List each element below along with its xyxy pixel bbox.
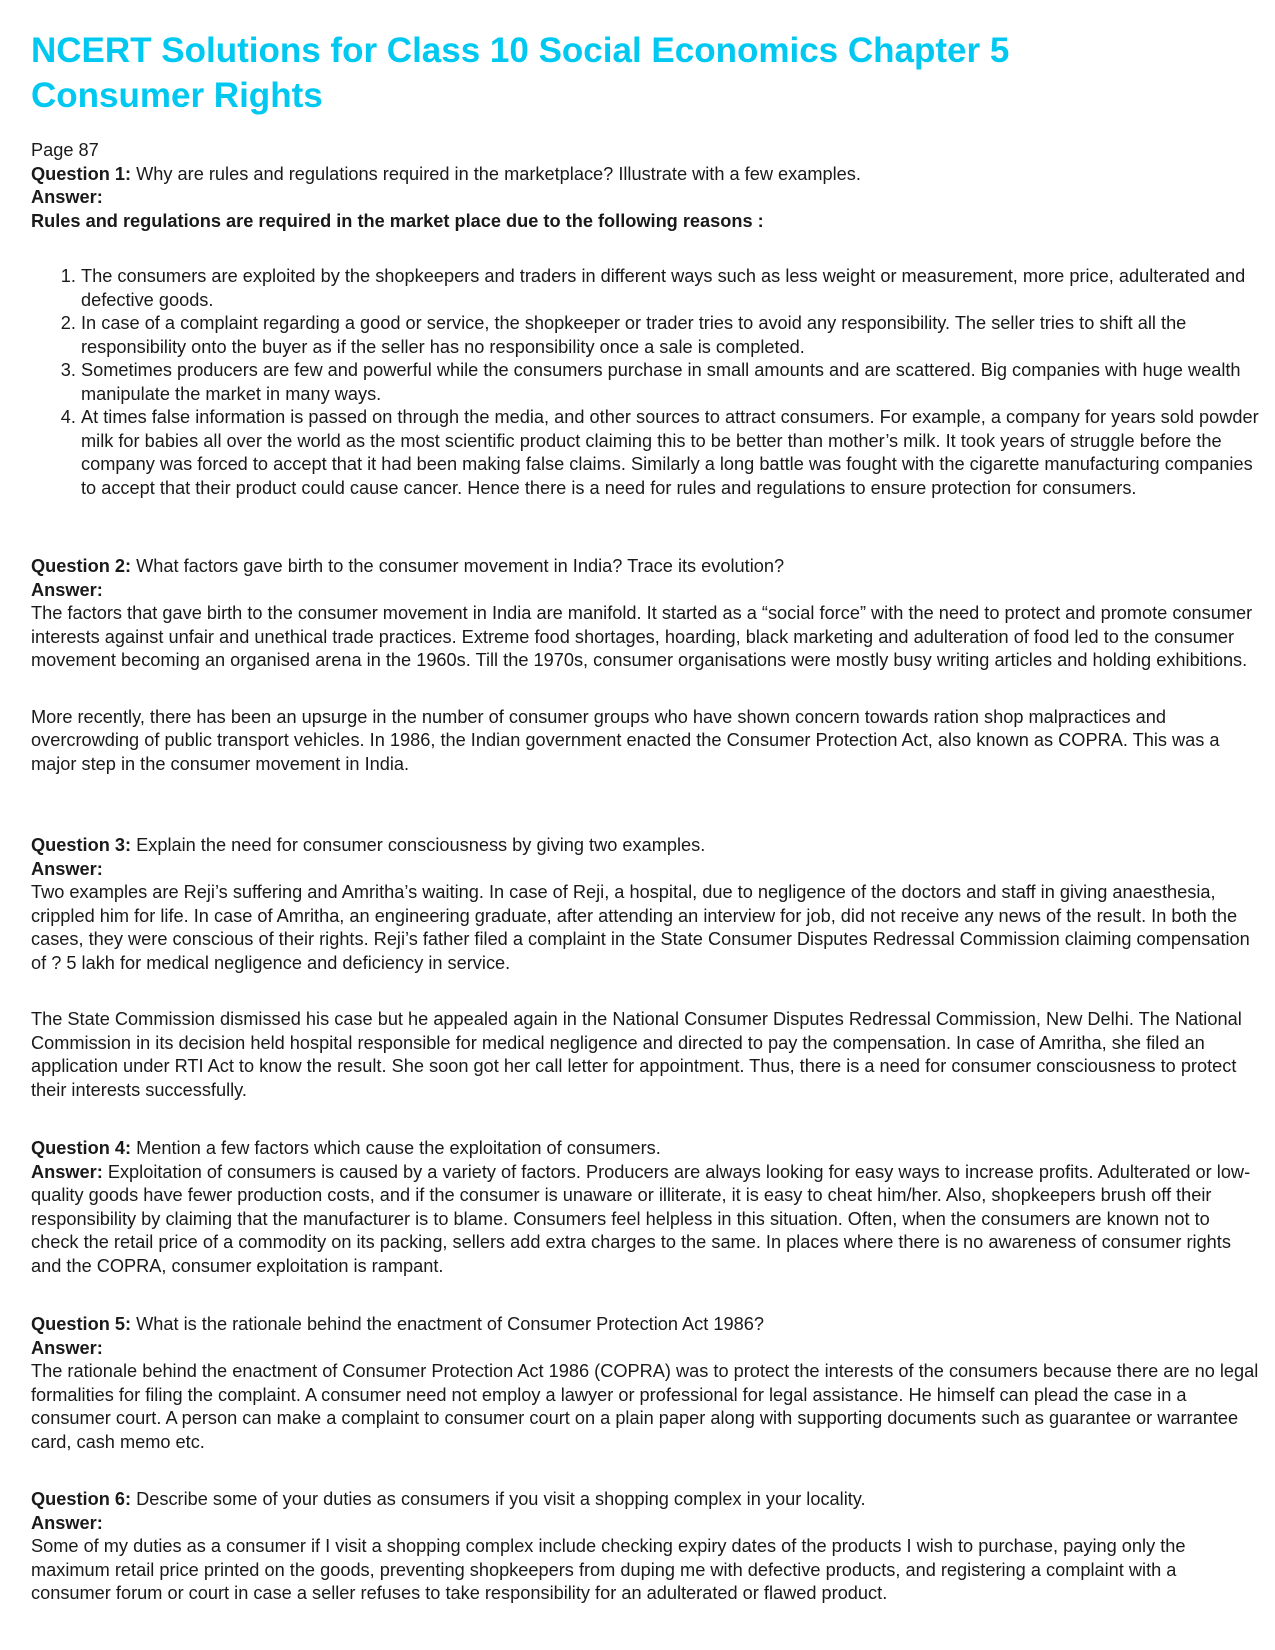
question-2-section [31,555,1261,776]
question-4-section [31,1137,1261,1278]
question-text: Mention a few factors which cause the exploitation of consumers. [131,1138,661,1158]
answer-label: Answer: [31,187,103,207]
question-text: What is the rationale behind the enactment of Consumer Protection Act 1986? [131,1314,764,1334]
answer-text: Exploitation of consumers is caused by a variety of factors. Producers are always looking for easy ways to increase profits. Adulterated or low-quality goods have fewer production costs, and if the consumer is unaware or illiterate, it is easy to cheat him/her. Also, shopkeepers brush off their responsibility by claiming that the manufacturer is to blame. Consumers feel helpless in this situation. Often, when the consumers are known not to check the retail price of a commodity on its packing, sellers add extra charges to the same. In places where there is no awareness of consumer rights and the COPRA, consumer exploitation is rampant. [31,1161,1251,1276]
answer-paragraph: Some of my duties as a consumer if I visit a shopping complex include checking expiry dates of the products I wish to purchase, paying only the maximum retail price printed on the goods, preventing shopkeepers from duping me with defective products, and registering a complaint with a consumer forum or court in case a seller refuses to take responsibility for an adulterated or flawed product. [31,1536,1186,1603]
question-label: Question 4: [31,1138,132,1158]
question-text: Describe some of your duties as consumers if you visit a shopping complex in your locality. [131,1489,866,1509]
question-1 [31,163,1261,187]
answer-paragraph: The factors that gave birth to the consumer movement in India are manifold. It started as a “social force” with the need to protect and promote consumer interests against unfair and unethical trade practices. Extreme food shortages, hoarding, black marketing and adulteration of food led to the consumer movement becoming an organised arena in the 1960s. Till the 1970s, consumer organisations were mostly busy writing articles and holding exhibitions. [31,603,1253,670]
question-6 [31,1488,1261,1512]
question-label: Question 3: [31,835,132,855]
list-item: 3. Sometimes producers are few and powerful while the consumers purchase in small amounts and are scattered. Big companies with huge wealth manipulate the market in many ways. [81,359,1261,406]
question-6-section [31,1488,1261,1606]
question-3 [31,834,1261,858]
list-item: 1. The consumers are exploited by the shopkeepers and traders in different ways such as less weight or measurement, more price, adulterated and defective goods. [81,265,1261,312]
question-label: Question 6: [31,1489,132,1509]
question-text: Why are rules and regulations required in the marketplace? Illustrate with a few examples. [131,163,861,184]
answer-label: Answer: [31,858,103,879]
question-4 [31,1137,1261,1161]
question-text: Explain the need for consumer consciousness by giving two examples. [131,835,706,855]
question-text: What factors gave birth to the consumer movement in India? Trace its evolution? [131,556,785,576]
answer-paragraph: The State Commission dismissed his case but he appealed again in the National Consumer Disputes Redressal Commission, New Delhi. The National Commission in its decision held hospital responsible for medical negligence and directed to pay the compensation. In case of Amritha, she filed an application under RTI Act to know the result. She soon got her call letter for appointment. Thus, there is a need for consumer consciousness to protect their interests successfully. [31,1009,1242,1100]
list-item: 2. In case of a complaint regarding a good or service, the shopkeeper or trader tries to avoid any responsibility. The seller tries to shift all the responsibility onto the buyer as if the seller has no responsibility once a sale is completed. [81,312,1261,359]
page-title [31,28,1231,118]
title-line-2: Consumer Rights [31,76,323,115]
question-label: Question 5: [31,1314,132,1334]
answer-label: Answer: [31,1512,103,1533]
question-2 [31,555,1261,579]
answer-paragraph [31,1161,1261,1279]
answer-list [31,265,1261,500]
answer-label: Answer: [31,579,103,600]
list-item: 4. At times false information is passed on through the media, and other sources to attract consumers. For example, a company for years sold powder milk for babies all over the world as the most scientific product claiming this to be better than mother’s milk. It took years of struggle before the company was forced to accept that it had been making false claims. Similarly a long battle was fought with the cigarette manufacturing companies to accept that their product could cause cancer. Hence there is a need for rules and regulations to ensure protection for consumers. [81,406,1261,500]
question-label: Question 1: [31,163,132,184]
answer-intro: Rules and regulations are required in the market place due to the following reasons : [31,210,764,231]
question-5-section [31,1313,1261,1454]
answer-paragraph: More recently, there has been an upsurge in the number of consumer groups who have shown concern towards ration shop malpractices and overcrowding of public transport vehicles. In 1986, the Indian government enacted the Consumer Protection Act, also known as COPRA. This was a major step in the consumer movement in India. [31,706,1220,774]
answer-label: Answer: [31,1161,103,1182]
page-number: Page 87 [31,140,99,160]
question-1-section [31,139,1261,500]
question-label: Question 2: [31,556,132,576]
answer-label: Answer: [31,1337,103,1358]
answer-paragraph: The rationale behind the enactment of Consumer Protection Act 1986 (COPRA) was to protect the interests of the consumers because there are no legal formalities for filing the complaint. A consumer need not employ a lawyer or professional for legal assistance. He himself can plead the case in a consumer court. A person can make a complaint to consumer court on a plain paper along with supporting documents such as guarantee or warrantee card, cash memo etc. [31,1361,1259,1452]
title-line-1: NCERT Solutions for Class 10 Social Economics Chapter 5 [31,31,1010,70]
question-3-section [31,834,1261,1102]
question-5 [31,1313,1261,1337]
answer-paragraph: Two examples are Reji’s suffering and Amritha’s waiting. In case of Reji, a hospital, due to negligence of the doctors and staff in giving anaesthesia, crippled him for life. In case of Amritha, an engineering graduate, after attending an interview for job, did not receive any news of the result. In both the cases, they were conscious of their rights. Reji’s father filed a complaint in the State Consumer Disputes Redressal Commission claiming compensation of ? 5 lakh for medical negligence and deficiency in service. [31,882,1250,973]
